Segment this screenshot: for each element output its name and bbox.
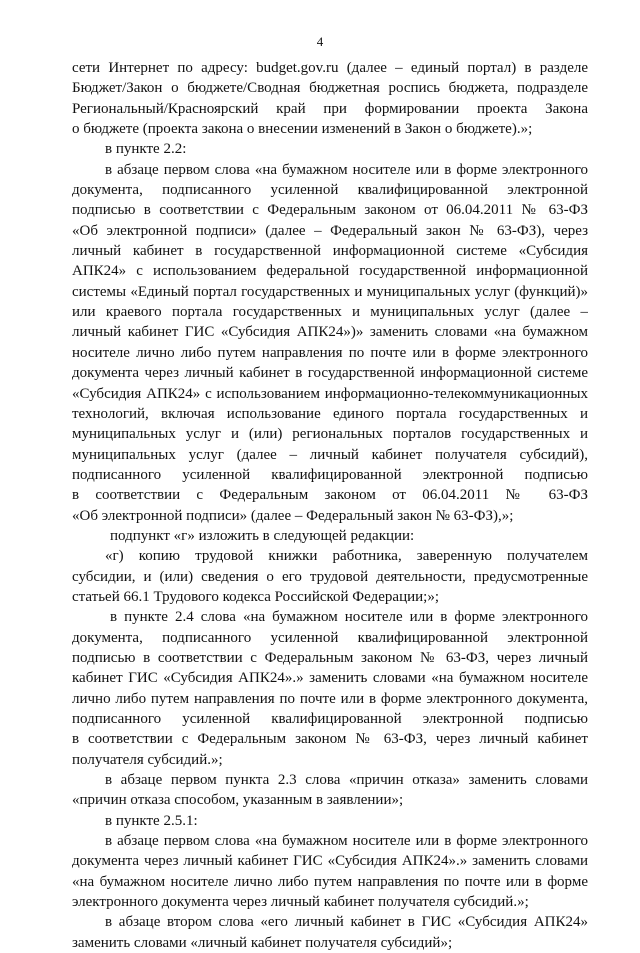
text-line: или краевого портала государственных и муниципальных услуг (далее – <box>72 304 588 321</box>
text-line: «Субсидия АПК24» с использованием информационно-телекоммуникационных <box>72 385 588 402</box>
text-line: Региональный/Красноярский край при формировании проекта Закона <box>72 100 588 117</box>
text-line: о бюджете (проекта закона о внесении изменений в Закон о бюджете).»; <box>72 121 533 138</box>
text-line: технологий, включая использование единого портала государственных и <box>72 405 588 422</box>
text-line: муниципальных услуг и (или) региональных порталов государственных и <box>72 426 588 443</box>
text-line: в соответствии с Федеральным законом № 63-ФЗ, через личный кабинет <box>72 731 588 748</box>
text-line: документа, подписанного усиленной квалифицированной электронной <box>72 629 588 646</box>
text-line: подписью в соответствии с Федеральным законом от 06.04.2011 № 63-ФЗ <box>72 202 588 219</box>
page-number: 4 <box>316 34 324 49</box>
text-line: субсидии, и (или) сведения о его трудовой деятельности, предусмотренные <box>72 568 588 585</box>
text-line: подпункт «г» изложить в следующей редакции: <box>110 527 415 544</box>
text-line: кабинет ГИС «Субсидия АПК24».» заменить словами «на бумажном носителе <box>72 670 588 687</box>
text-line: личный кабинет в государственной информационной системе «Субсидия <box>72 243 588 260</box>
text-line: личный кабинет ГИС «Субсидия АПК24»)» заменить словами «на бумажном <box>72 324 588 341</box>
text-line: подписанного усиленной квалифицированной электронной подписью <box>72 466 588 483</box>
text-line: в пункте 2.2: <box>105 141 187 158</box>
text-line: в пункте 2.5.1: <box>105 812 198 829</box>
text-line: документа, подписанного усиленной квалифицированной электронной <box>72 182 588 199</box>
text-line: электронного документа через личный кабинет получателя субсидий.»; <box>72 894 529 911</box>
text-line: в пункте 2.4 слова «на бумажном носителе или в форме электронного <box>110 609 588 626</box>
text-line: АПК24» с использованием федеральной государственной информационной <box>72 263 588 280</box>
text-line: документа через личный кабинет в государственной информационной системе <box>72 365 588 382</box>
text-line: получателя субсидий.»; <box>72 751 223 768</box>
text-line: лично либо путем направления по почте или в форме электронного документа, <box>72 690 588 707</box>
text-line: Бюджет/Закон о бюджете/Сводная бюджетная роспись бюджета, подразделе <box>72 80 588 97</box>
text-line: подписанного усиленной квалифицированной электронной подписью <box>72 711 588 727</box>
text-line: в абзаце первом пункта 2.3 слова «причин отказа» заменить словами <box>105 772 588 789</box>
text-line: «Об электронной подписи» (далее – Федеральный закон № 63-ФЗ), через <box>72 222 588 239</box>
text-line: статьей 66.1 Трудового кодекса Российской Федерации;»; <box>72 588 439 605</box>
text-line: в абзаце первом слова «на бумажном носителе или в форме электронного <box>105 161 588 178</box>
text-line: «Об электронной подписи» (далее – Федеральный закон № 63-ФЗ),»; <box>72 507 514 524</box>
text-line: «причин отказа способом, указанным в заявлении»; <box>72 792 404 809</box>
text-line: «на бумажном носителе лично либо путем направления по почте или в форме <box>72 873 588 890</box>
text-line: в соответствии с Федеральным законом от 06.04.2011 № 63-ФЗ <box>72 487 588 504</box>
text-line: в абзаце втором слова «его личный кабинет в ГИС «Субсидия АПК24» <box>105 914 588 931</box>
text-line: муниципальных услуг (далее – личный кабинет получателя субсидий), <box>72 446 588 463</box>
text-line: «г) копию трудовой книжки работника, заверенную получателем <box>105 548 588 565</box>
document-body <box>72 58 588 953</box>
text-line: сети Интернет по адресу: budget.gov.ru (далее – единый портал) в разделе <box>72 60 588 76</box>
text-line: заменить словами «личный кабинет получателя субсидий»; <box>72 934 453 951</box>
text-line: носителе лично либо путем направления по почте или в форме электронного <box>72 344 588 361</box>
text-line: в абзаце первом слова «на бумажном носителе или в форме электронного <box>105 833 588 850</box>
text-line: документа через личный кабинет ГИС «Субсидия АПК24».» заменить словами <box>72 853 588 870</box>
text-line: подписью в соответствии с Федеральным законом № 63-ФЗ, через личный <box>72 649 588 666</box>
text-line: системы «Единый портал государственных и муниципальных услуг (функций)» <box>72 283 588 300</box>
